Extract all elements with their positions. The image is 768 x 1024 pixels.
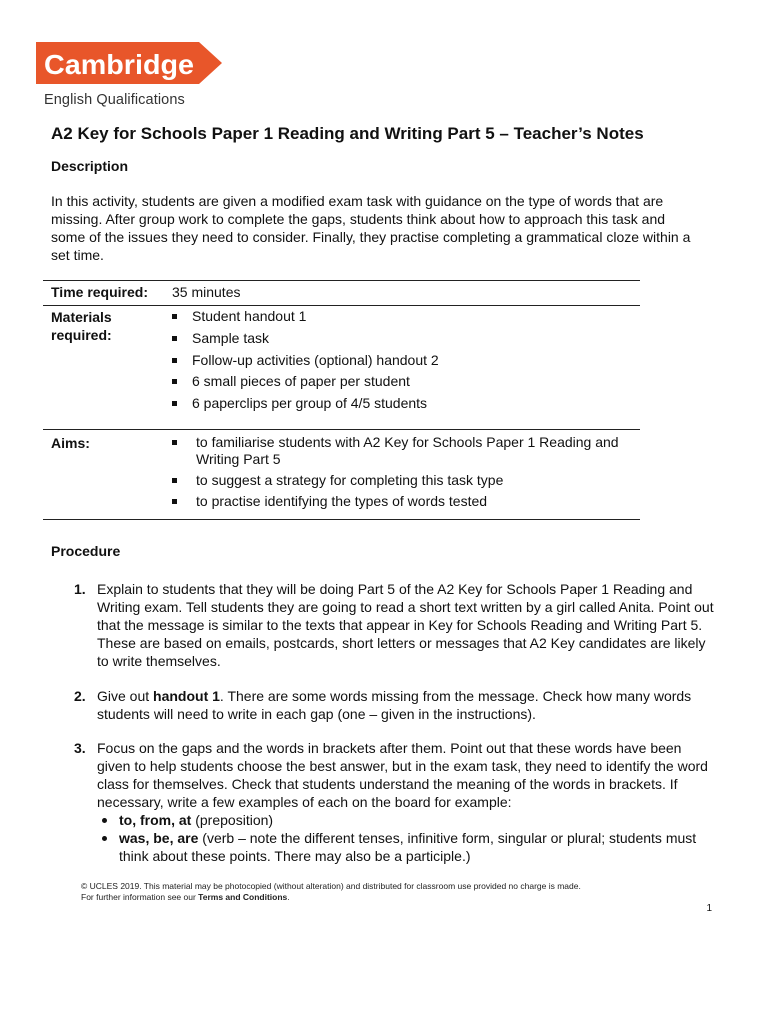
table-rule-bottom bbox=[43, 519, 640, 520]
page-title: A2 Key for Schools Paper 1 Reading and Writing Part 5 – Teacher’s Notes bbox=[51, 124, 644, 143]
list-item: Sample task bbox=[168, 330, 439, 347]
description-heading: Description bbox=[51, 158, 129, 174]
step-number: 2. bbox=[74, 688, 86, 704]
list-item: was, be, are (verb – note the different tenses, infinitive form, singular or plural; students must think about these points. There may also be a participle.) bbox=[97, 829, 714, 865]
table-rule-1 bbox=[43, 305, 640, 306]
materials-label: Materials required: bbox=[51, 309, 112, 343]
procedure-heading: Procedure bbox=[51, 543, 121, 559]
step-body bbox=[97, 739, 714, 865]
examples-list bbox=[97, 811, 714, 865]
materials-list bbox=[168, 308, 439, 417]
time-label: Time required: bbox=[51, 284, 148, 300]
table-rule-2 bbox=[43, 429, 640, 430]
step-text: Focus on the gaps and the words in brackets after them. Point out that these words have been given to help students choose the best answer, but in the exam task, they need to identify the word class for themselves. Check that students understand the meaning of the words in brackets. If necessary, write a few examples of each on the board for example: bbox=[97, 740, 708, 810]
page-number: 1 bbox=[706, 903, 712, 914]
logo-subtitle: English Qualifications bbox=[44, 92, 185, 108]
list-item: Follow-up activities (optional) handout 2 bbox=[168, 352, 439, 369]
step-number: 3. bbox=[74, 740, 86, 756]
list-item: to, from, at (preposition) bbox=[97, 811, 714, 829]
procedure-step-1 bbox=[74, 580, 714, 670]
aims-label: Aims: bbox=[51, 435, 90, 451]
list-item: 6 paperclips per group of 4/5 students bbox=[168, 395, 439, 412]
list-item: 6 small pieces of paper per student bbox=[168, 373, 439, 390]
procedure-step-2 bbox=[74, 687, 714, 723]
handout-reference: handout 1 bbox=[153, 688, 220, 704]
list-item: Student handout 1 bbox=[168, 308, 439, 325]
step-number: 1. bbox=[74, 581, 86, 597]
list-item: to practise identifying the types of words tested bbox=[168, 493, 628, 510]
list-item: to suggest a strategy for completing this task type bbox=[168, 472, 628, 489]
aims-list bbox=[168, 434, 628, 514]
table-rule-top bbox=[43, 280, 640, 281]
copyright-line: © UCLES 2019. This material may be photocopied (without alteration) and distributed for classroom use provided no charge is made. bbox=[81, 881, 581, 891]
terms-link[interactable]: Terms and Conditions bbox=[198, 892, 288, 902]
procedure-step-3 bbox=[74, 739, 714, 865]
footer bbox=[81, 881, 581, 903]
step-text: Give out handout 1. There are some words missing from the message. Check how many words students will need to write in each gap (one – given in the instructions). bbox=[97, 688, 692, 722]
step-text: Explain to students that they will be doing Part 5 of the A2 Key for Schools Paper 1 Reading and Writing exam. Tell students they are going to read a short text written by a girl called Anita. Point out that the message is similar to the texts that appear in Key for Schools Reading and Writing Part 5. These are based on emails, postcards, short letters or messages that A2 Key candidates are likely to write themselves. bbox=[97, 581, 714, 669]
logo-text: Cambridge bbox=[44, 49, 194, 80]
time-value: 35 minutes bbox=[172, 284, 241, 300]
description-text: In this activity, students are given a modified exam task with guidance on the type of words that are missing. After group work to complete the gaps, students think about how to approach this task and some of the issues they need to consider. Finally, they practise completing a grammatical cloze within a set time. bbox=[51, 193, 691, 263]
list-item: to familiarise students with A2 Key for Schools Paper 1 Reading and Writing Part 5 bbox=[168, 434, 628, 468]
cambridge-logo bbox=[36, 42, 224, 86]
terms-line: For further information see our Terms and Conditions. bbox=[81, 892, 290, 902]
